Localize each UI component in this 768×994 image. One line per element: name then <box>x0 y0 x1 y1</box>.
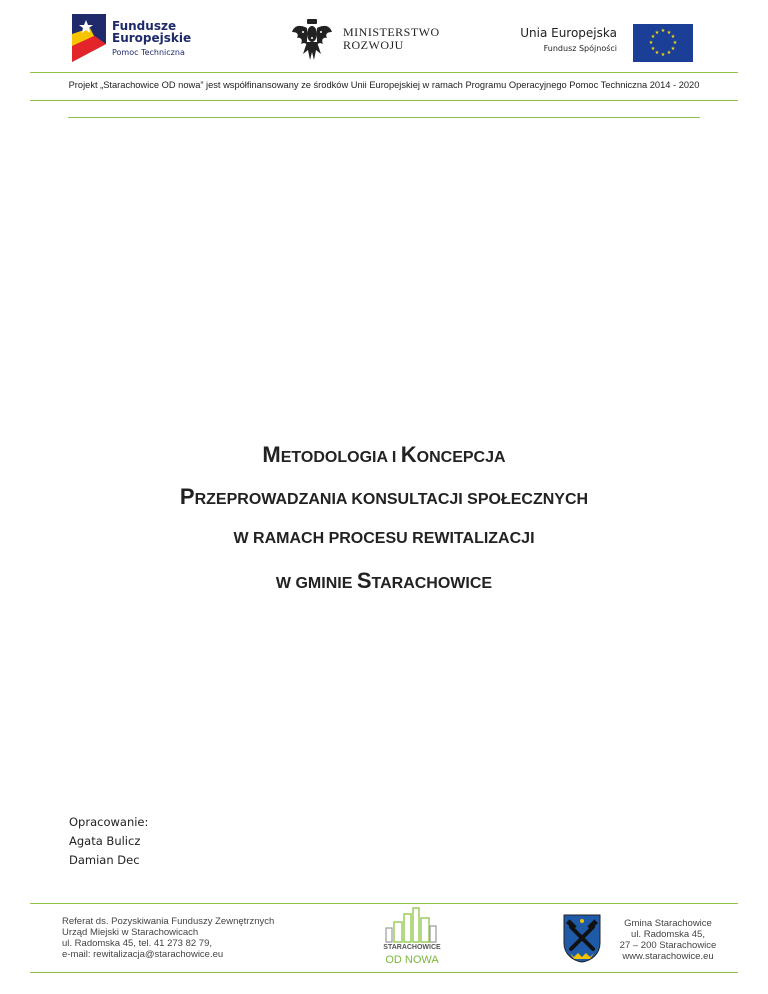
city-skyline-icon <box>372 904 452 944</box>
ministry-line2: ROZWOJU <box>343 38 404 52</box>
svg-text:★: ★ <box>666 50 672 56</box>
document-title <box>0 434 768 602</box>
ministry-line1: MINISTERSTWO <box>343 25 440 39</box>
svg-text:★: ★ <box>670 46 676 52</box>
footer-contact-right <box>606 918 730 962</box>
title-line-3: W RAMACH PROCESU REWITALIZACJI <box>233 530 535 547</box>
starachowice-od-nowa-logo <box>372 904 452 970</box>
footer-left-line: ul. Radomska 45, tel. 41 273 82 79, <box>62 938 212 949</box>
footer-left-line[interactable]: e-mail: rewitalizacja@starachowice.eu <box>62 949 224 960</box>
svg-text:★: ★ <box>654 30 660 36</box>
coat-of-arms-icon <box>562 913 602 963</box>
eu-logo-line1: Unia Europejska <box>520 26 617 40</box>
title-line-2: PRZEPROWADZANIA KONSULTACJI SPOŁECZNYCH <box>179 484 589 509</box>
eu-flag-icon <box>633 24 693 62</box>
footer-right-line: 27 – 200 Starachowice <box>619 940 717 951</box>
svg-text:★: ★ <box>672 40 678 46</box>
footer-divider-bottom <box>30 972 738 973</box>
eu-logo-line2: Fundusz Spójności <box>543 44 617 53</box>
author-name: Damian Dec <box>69 853 140 867</box>
fe-flag-icon <box>72 14 106 62</box>
svg-text:★: ★ <box>670 34 676 40</box>
project-funding-text: Projekt „Starachowice OD nowa” jest współfinansowany ze środków Unii Europejskiej w ramach Programu Operacyjnego Pomoc Techniczna 2014 - 2020 <box>68 80 700 90</box>
ministerstwo-rozwoju-logo <box>291 18 441 64</box>
svg-text:★: ★ <box>650 34 656 40</box>
sodn-logo-line1: STARACHOWICE <box>383 944 441 951</box>
svg-text:★: ★ <box>660 52 666 58</box>
svg-text:★: ★ <box>660 28 666 34</box>
footer-right-line: ul. Radomska 45, <box>631 929 705 940</box>
author-name: Agata Bulicz <box>69 834 141 848</box>
unia-europejska-logo <box>513 24 693 64</box>
svg-text:★: ★ <box>666 30 672 36</box>
svg-text:★: ★ <box>648 40 654 46</box>
header-divider-top <box>30 72 738 73</box>
fe-logo-line1: Fundusze <box>112 19 177 33</box>
header-divider-bottom <box>68 117 700 118</box>
authors-block <box>69 813 148 870</box>
fe-logo-line3: Pomoc Techniczna <box>112 48 185 57</box>
footer-left-line: Referat ds. Pozyskiwania Funduszy Zewnętrznych <box>62 916 275 927</box>
sodn-logo-line2: OD NOWA <box>385 954 439 966</box>
fundusze-europejskie-logo <box>72 14 192 64</box>
authors-label: Opracowanie: <box>69 815 149 829</box>
title-line-1: METODOLOGIA I KONCEPCJA <box>262 442 506 467</box>
title-line-4: W GMINIE STARACHOWICE <box>275 568 493 593</box>
fe-logo-line2: Europejskie <box>112 31 192 45</box>
eagle-icon <box>291 18 333 62</box>
footer-left-line: Urząd Miejski w Starachowicach <box>62 927 199 938</box>
footer-right-line[interactable]: www.starachowice.eu <box>622 951 714 962</box>
footer-contact-left <box>62 916 274 960</box>
footer-right-line: Gmina Starachowice <box>624 918 712 929</box>
svg-text:★: ★ <box>654 50 660 56</box>
svg-text:★: ★ <box>650 46 656 52</box>
starachowice-coat-of-arms <box>562 913 602 963</box>
header-divider-middle <box>30 100 738 101</box>
